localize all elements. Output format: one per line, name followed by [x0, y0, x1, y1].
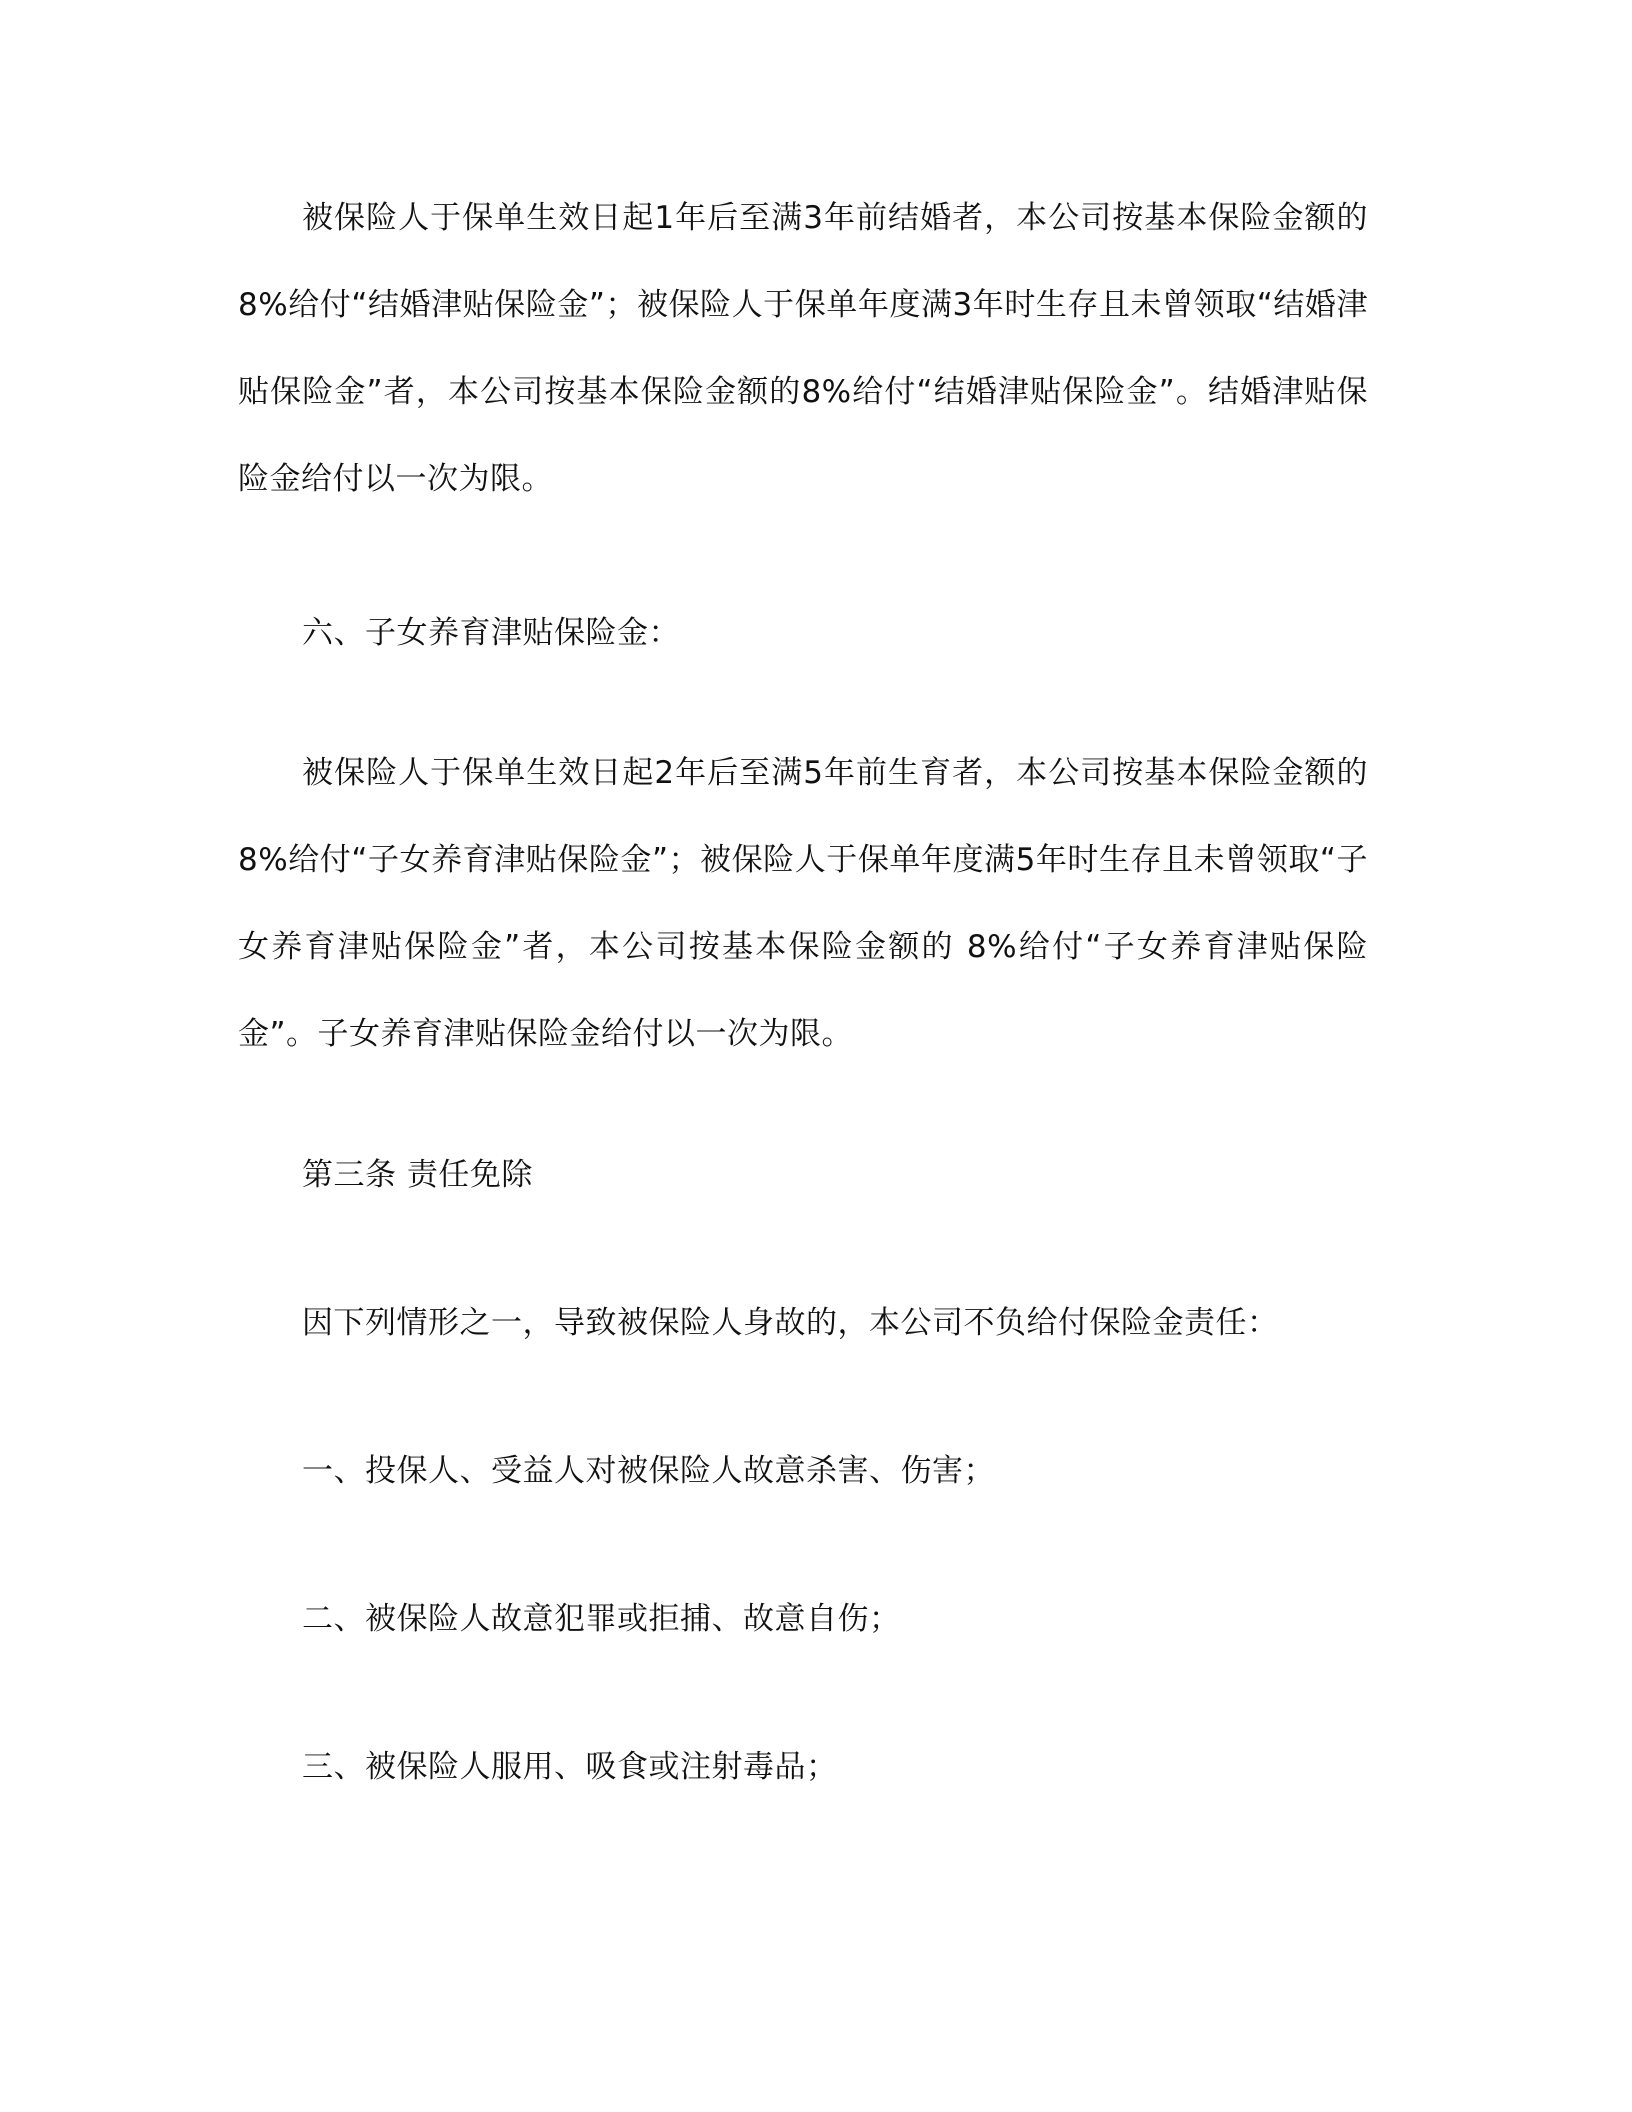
exclusion-intro: 因下列情形之一，导致被保险人身故的，本公司不负给付保险金责任：	[302, 1305, 1279, 1341]
exclusion-item-3: 三、被保险人服用、吸食或注射毒品；	[302, 1749, 838, 1785]
child-allowance-paragraph: 被保险人于保单生效日起2年后至满5年前生育者，本公司按基本保险金额的8%给付“子女养育津贴保险金”；被保险人于保单年度满5年时生存且未曾领取“子女养育津贴保险金”者，本公司按基本保险金额的 8%给付“子女养育津贴保险金”。子女养育津贴保险金给付以一次为限。	[238, 755, 1368, 1052]
article-three-heading: 第三条 责任免除	[302, 1157, 533, 1193]
marriage-allowance-paragraph: 被保险人于保单生效日起1年后至满3年前结婚者，本公司按基本保险金额的8%给付“结婚津贴保险金”；被保险人于保单年度满3年时生存且未曾领取“结婚津贴保险金”者，本公司按基本保险金额的8%给付“结婚津贴保险金”。结婚津贴保险金给付以一次为限。	[238, 200, 1368, 497]
child-allowance-heading: 六、子女养育津贴保险金：	[302, 615, 680, 651]
exclusion-item-2: 二、被保险人故意犯罪或拒捕、故意自伤；	[302, 1601, 901, 1637]
exclusion-item-1: 一、投保人、受益人对被保险人故意杀害、伤害；	[302, 1453, 995, 1489]
